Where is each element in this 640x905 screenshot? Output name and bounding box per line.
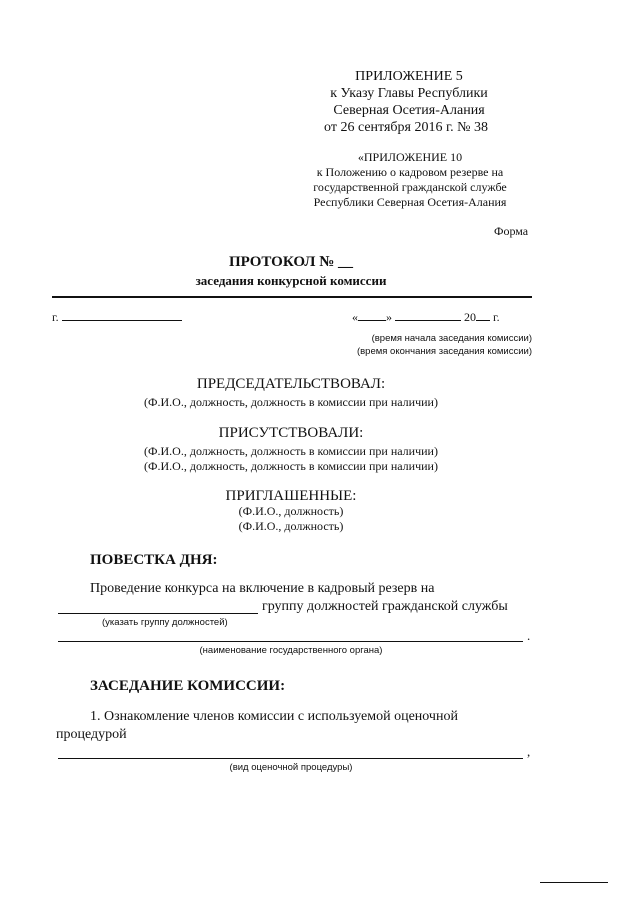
procedure-hint: (вид оценочной процедуры) — [229, 762, 353, 773]
present-item-2: (Ф.И.О., должность, должность в комиссии при наличии) — [144, 459, 438, 473]
appendix-line-4: от 26 сентября 2016 г. № 38 — [324, 120, 488, 135]
protocol-subtitle: заседания конкурсной комиссии — [195, 273, 387, 288]
appendix-line-2: к Указу Главы Республики — [330, 86, 488, 101]
org-blank — [58, 641, 523, 642]
appendix-line-1: ПРИЛОЖЕНИЕ 5 — [355, 69, 463, 84]
time-end-hint: (время окончания заседания комиссии) — [356, 346, 532, 357]
present-item-1: (Ф.И.О., должность, должность в комиссии при наличии) — [144, 444, 438, 458]
protocol-title: ПРОТОКОЛ № __ — [228, 254, 354, 270]
group-hint: (указать группу должностей) — [102, 617, 228, 628]
org-period: . — [527, 628, 531, 643]
form-label: Форма — [494, 224, 529, 238]
year-suffix: г. — [493, 310, 500, 324]
footer-mark — [540, 882, 608, 883]
city-prefix: г. — [52, 310, 59, 324]
agenda-line-1: Проведение конкурса на включение в кадровый резерв на — [90, 581, 435, 596]
date-field — [352, 310, 500, 325]
procedure-comma: , — [527, 744, 531, 759]
appendix-inner-line-2: к Положению о кадровом резерве на — [316, 165, 504, 179]
invited-item-1: (Ф.И.О., должность) — [238, 504, 344, 518]
appendix-inner-line-4: Республики Северная Осетия-Алания — [313, 195, 507, 209]
year-prefix: 20 — [464, 310, 476, 324]
time-start-hint: (время начала заседания комиссии) — [371, 333, 532, 344]
meeting-item-1-line-1: 1. Ознакомление членов комиссии с используемой оценочной — [90, 709, 458, 724]
invited-item-2: (Ф.И.О., должность) — [238, 519, 344, 533]
meeting-heading: ЗАСЕДАНИЕ КОМИССИИ: — [90, 678, 286, 694]
chaired-heading: ПРЕДСЕДАТЕЛЬСТВОВАЛ: — [196, 376, 386, 392]
appendix-inner-line-1: «ПРИЛОЖЕНИЕ 10 — [357, 150, 463, 164]
date-close-quote: » — [386, 310, 392, 324]
agenda-heading: ПОВЕСТКА ДНЯ: — [90, 552, 218, 568]
group-blank — [58, 613, 258, 614]
month-blank — [395, 320, 461, 321]
procedure-blank — [58, 758, 523, 759]
city-blank — [62, 320, 182, 321]
appendix-inner-line-3: государственной гражданской службе — [313, 180, 507, 194]
present-heading: ПРИСУТСТВОВАЛИ: — [218, 425, 364, 441]
chaired-item: (Ф.И.О., должность, должность в комиссии при наличии) — [144, 395, 438, 409]
org-hint: (наименование государственного органа) — [199, 645, 383, 656]
invited-heading: ПРИГЛАШЕННЫЕ: — [225, 488, 357, 504]
year-blank — [476, 320, 490, 321]
city-field — [52, 310, 182, 325]
appendix-line-3: Северная Осетия-Алания — [333, 103, 485, 118]
header-divider — [52, 296, 532, 298]
agenda-line-2-suffix: группу должностей гражданской службы — [262, 599, 508, 614]
date-open-quote: « — [352, 310, 358, 324]
meeting-item-1-line-2: процедурой — [56, 727, 127, 742]
day-blank — [358, 320, 386, 321]
